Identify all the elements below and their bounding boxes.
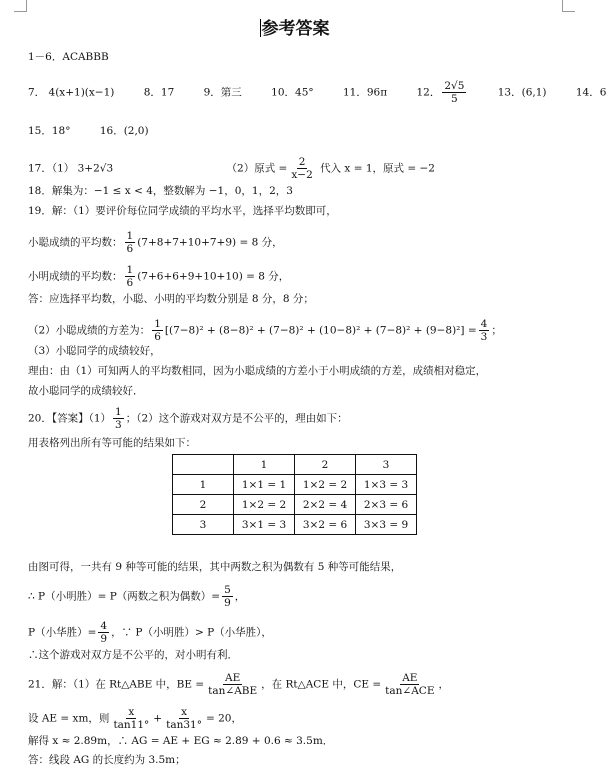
answer-20-p-ming: ∴ P（小明胜）= P（两数之积为偶数）= $\frac{5}{9}$ ， (28, 584, 246, 609)
text-cursor (260, 19, 261, 37)
table-cell: 1 (173, 475, 234, 495)
table-cell: 2 (295, 455, 356, 475)
table-cell: 3 (173, 515, 234, 535)
answer-21-line2: 设 AE = xm，则 $\frac{x}{\tan 11^\circ}$ + $\frac{x}{\tan 31^\circ}$ = 20， (28, 706, 242, 731)
fraction-one-sixth: $\frac{1}{6}$ (126, 230, 134, 255)
table-cell: 2 (173, 495, 234, 515)
answer-19-reason: 理由：由（1）可知两人的平均数相同，因为小聪成绩的方差小于小明成绩的方差，成绩相对稳定， (28, 365, 487, 377)
answer-20-conclusion: ∴这个游戏对双方是不公平的，对小明有利． (28, 649, 238, 661)
answer-18: 18．解集为：−1 ≤ x < 4，整数解为 −1，0，1，2，3 (28, 185, 293, 197)
answer-20-table-intro: 用表格列出所有等可能的结果如下： (28, 437, 196, 449)
fraction-one-sixth: $\frac{1}{6}$ (126, 264, 134, 289)
table-cell: 3×2 = 6 (295, 515, 356, 535)
table-row (173, 475, 417, 495)
fraction-tan31: $\frac{x}{\tan 31^\circ}$ (166, 706, 202, 731)
answer-11: 11．96π (342, 86, 388, 99)
title-text: 参考答案 (261, 19, 330, 39)
answer-19-variance: （2）小聪成绩的方差为： $\frac{1}{6}$ [(7−8)² + (8−8)² + (7−8)² + (10−8)² + (7−8)² + (9−8)²] = $\frac{4}{3}$ ； (28, 318, 502, 343)
answer-12-fraction: $\frac{2√5}{5}$ (444, 80, 465, 105)
table-cell: 2×2 = 4 (295, 495, 356, 515)
answer-19-conclusion: 故小聪同学的成绩较好． (28, 385, 144, 397)
crop-mark-top-left (14, 0, 27, 12)
answer-10: 10．45° (271, 86, 314, 99)
table-cell: 1×2 = 2 (234, 495, 295, 515)
table-cell: 1×2 = 2 (295, 475, 356, 495)
answer-8: 8．17 (143, 86, 175, 99)
answer-9: 9．第三 (203, 86, 242, 99)
table-cell: 1×3 = 3 (356, 475, 417, 495)
crop-mark-top-right (562, 0, 575, 12)
answer-12-label: 12． (416, 86, 441, 99)
fraction-one-sixth: $\frac{1}{6}$ (154, 318, 161, 343)
answer-20-summary: 由图可得，一共有 9 种等可能的结果，其中两数之积为偶数有 5 种等可能结果， (28, 561, 402, 573)
answer-19-answer: 答：应选择平均数，小聪、小明的平均数分别是 8 分，8 分； (28, 293, 314, 305)
answer-19-part3: （3）小聪同学的成绩较好， (28, 345, 161, 357)
table-row (173, 495, 417, 515)
answer-17-fraction: $\frac{2}{x-2}$ (291, 156, 313, 181)
table-cell: 3×3 = 9 (356, 515, 417, 535)
answer-20-head: 20．【答案】（1） $\frac{1}{3}$ ；（2）这个游戏对双方是不公平的，理由如下： (28, 406, 348, 431)
table-cell (173, 455, 234, 475)
answer-21-line1: 21．解：（1）在 Rt△ABE 中，BE = $\frac{AE}{\text{tan∠ABE}}$ ，在 Rt△ACE 中，CE = $\frac{AE}{\text{tan∠ACE}}$ ， (28, 672, 449, 697)
table-cell: 2×3 = 6 (356, 495, 417, 515)
fraction-four-thirds: $\frac{4}{3}$ (480, 318, 488, 343)
table-cell: 1×1 = 1 (234, 475, 295, 495)
answer-21-line4: 答：线段 AG 的长度约为 3.5m； (28, 754, 186, 766)
table-row (173, 515, 417, 535)
answer-20-p-hua: P（小华胜）= $\frac{4}{9}$ ，∵ P（小明胜）> P（小华胜）， (28, 620, 272, 645)
outcome-table (172, 454, 417, 535)
answers-1-6: 1－6．ACABBB (28, 51, 109, 63)
table-row (173, 455, 417, 475)
document-title[interactable] (0, 14, 589, 39)
answer-14: 14．6 (575, 86, 606, 99)
fraction-five-ninths: $\frac{5}{9}$ (224, 584, 231, 609)
answer-19-cong-mean: 小聪成绩的平均数： $\frac{1}{6}$ (7+8+7+10+7+9) = 8 分， (28, 230, 283, 255)
answer-17-part2-prefix: （2）原式 = (226, 162, 288, 175)
answer-21-line3: 解得 x ≈ 2.89m，∴ AG = AE + EG ≈ 2.89 + 0.6 ≈ 3.5m． (28, 735, 334, 747)
fraction-be: $\frac{AE}{\text{tan∠ABE}}$ (208, 672, 258, 697)
answer-17 (28, 156, 435, 181)
answers-7-14 (28, 80, 606, 105)
fraction-tan11: $\frac{x}{\tan 11^\circ}$ (113, 706, 150, 731)
table-cell: 1 (234, 455, 295, 475)
table-cell: 3 (356, 455, 417, 475)
fraction-one-third: $\frac{1}{3}$ (115, 406, 122, 431)
answer-13: 13．(6,1) (497, 86, 547, 99)
answer-17-part1: 17．（1） 3+2√3 (28, 162, 114, 175)
answer-7: 7． 4(x+1)(x−1) (28, 86, 115, 99)
answer-16: 16．(2,0) (99, 125, 149, 137)
answers-15-16 (28, 124, 149, 138)
answer-15: 15．18° (28, 125, 71, 137)
fraction-four-ninths: $\frac{4}{9}$ (100, 620, 108, 645)
fraction-ce: $\frac{AE}{\text{tan∠ACE}}$ (385, 672, 435, 697)
table-cell: 3×1 = 3 (234, 515, 295, 535)
answer-19-ming-mean: 小明成绩的平均数： $\frac{1}{6}$ (7+6+6+9+10+10) = 8 分， (28, 264, 290, 289)
answer-17-part2-suffix: 代入 x = 1，原式 = −2 (320, 162, 435, 175)
answer-19-intro: 19．解：（1）要评价每位同学成绩的平均水平，选择平均数即可， (28, 205, 337, 217)
